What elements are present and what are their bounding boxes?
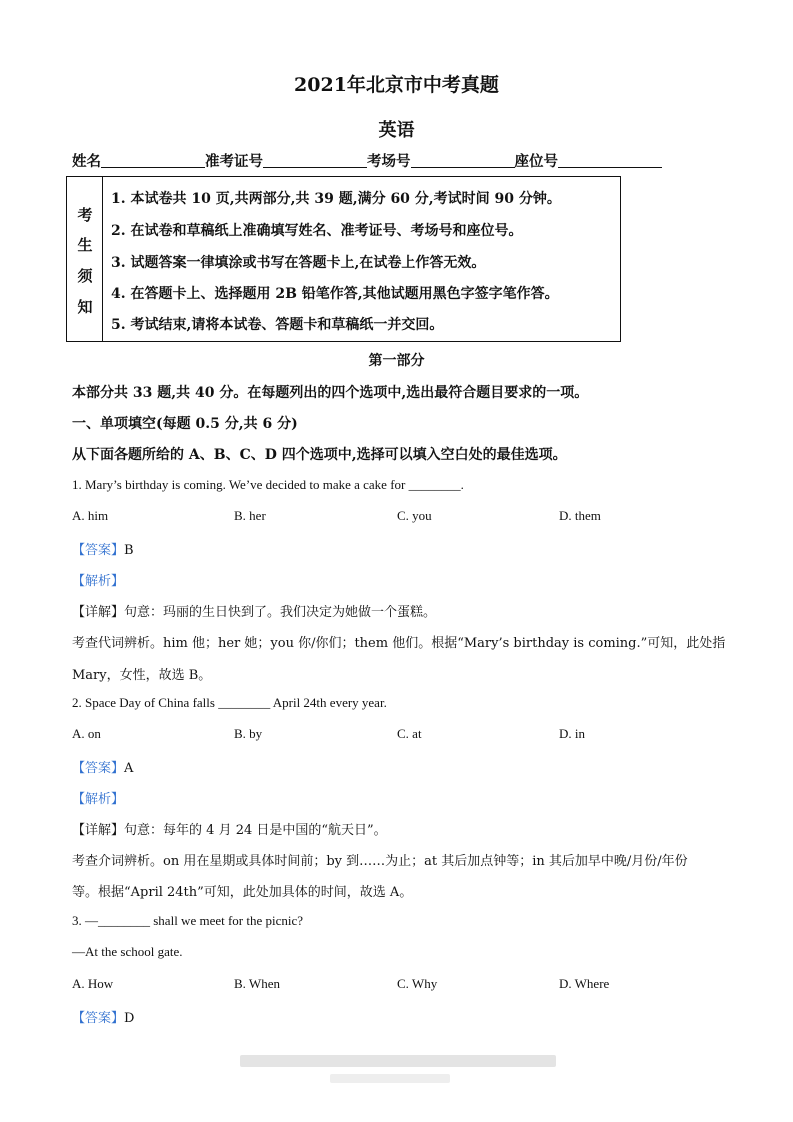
analysis-line: 【解析】 [72, 574, 125, 589]
option-a: A. How [72, 976, 114, 991]
option-d: D. Where [559, 976, 610, 991]
question-response: —At the school gate. [72, 944, 183, 959]
notice-item: 3. 试题答案一律填涂或书写在答题卡上,在试卷上作答无效。 [111, 255, 486, 271]
answer-value: A [124, 761, 134, 776]
exam-id-field-label: 准考证号 [205, 153, 263, 170]
detail-text: Mary，女性，故选 B。 [72, 668, 212, 683]
answer-tag: 答案 [85, 761, 112, 776]
notice-label [67, 177, 103, 341]
detail-text: 句意：每年的 4 月 24 日是中国的“航天日”。 [124, 823, 387, 838]
detail-tag: 详解 [85, 823, 112, 838]
answer-line: 【答案】B [72, 543, 134, 558]
part-title: 第一部分 [368, 353, 425, 369]
notice-item: 2. 在试卷和草稿纸上准确填写姓名、准考证号、考场号和座位号。 [111, 223, 523, 239]
notice-label-char: 须 [77, 267, 93, 285]
option-c: C. Why [397, 976, 438, 991]
section-instruction: 从下面各题所给的 A、B、C、D 四个选项中,选择可以填入空白处的最佳选项。 [72, 447, 567, 463]
detail-text: 考查介词辨析。on 用在星期或具体时间前；by 到……为止；at 其后加点钟等；in 其后加早中晚/月份/年份 [72, 854, 688, 869]
option-b: B. When [234, 976, 280, 991]
question-stem: 3. —________ shall we meet for the picnic? [72, 913, 304, 928]
name-field-blank[interactable] [101, 153, 205, 168]
seat-field-blank[interactable] [558, 153, 662, 168]
seat-field-label: 座位号 [514, 153, 558, 170]
answer-tag: 答案 [85, 543, 112, 558]
candidate-info-line [72, 150, 662, 171]
option-b: B. her [234, 508, 266, 523]
name-field-label: 姓名 [72, 153, 101, 170]
notice-label-char: 考 [77, 206, 93, 224]
notice-label-char: 知 [77, 298, 93, 316]
answer-line: 【答案】A [72, 761, 134, 776]
room-field-label: 考场号 [367, 153, 411, 170]
answer-line: 【答案】D [72, 1011, 135, 1026]
option-a: A. on [72, 726, 101, 741]
question-stem: 1. Mary’s birthday is coming. We’ve decided to make a cake for ________. [72, 477, 464, 492]
answer-value: D [124, 1011, 135, 1026]
detail-text: 考查代词辨析。him 他；her 她；you 你/你们；them 他们。根据“Mary’s birthday is coming.”可知，此处指 [72, 636, 726, 651]
notice-item: 5. 考试结束,请将本试卷、答题卡和草稿纸一并交回。 [111, 317, 444, 333]
option-b: B. by [234, 726, 263, 741]
notice-item: 1. 本试卷共 10 页,共两部分,共 39 题,满分 60 分,考试时间 90 分钟。 [111, 191, 561, 207]
notice-item: 4. 在答题卡上、选择题用 2B 铅笔作答,其他试题用黑色字签字笔作答。 [111, 286, 559, 302]
detail-tag: 详解 [85, 605, 112, 620]
candidate-notice-box [66, 176, 621, 342]
page-title: 2021年北京市中考真题 [294, 74, 499, 96]
analysis-tag: 解析 [85, 574, 112, 589]
answer-value: B [124, 543, 134, 558]
detail-text: 句意：玛丽的生日快到了。我们决定为她做一个蛋糕。 [124, 605, 437, 620]
question-stem: 2. Space Day of China falls ________ April 24th every year. [72, 695, 387, 710]
detail-text: 等。根据“April 24th”可知，此处加具体的时间，故选 A。 [72, 885, 413, 900]
option-a: A. him [72, 508, 109, 523]
option-d: D. them [559, 508, 601, 523]
part-intro: 本部分共 33 题,共 40 分。在每题列出的四个选项中,选出最符合题目要求的一项。 [72, 385, 589, 401]
footer-watermark-sub [330, 1074, 450, 1083]
analysis-line: 【解析】 [72, 792, 125, 807]
notice-label-char: 生 [77, 236, 93, 254]
footer-watermark [240, 1055, 556, 1067]
option-c: C. at [397, 726, 422, 741]
room-field-blank[interactable] [411, 153, 515, 168]
detail-line: 【详解】句意：每年的 4 月 24 日是中国的“航天日”。 [72, 823, 387, 838]
detail-line: 【详解】句意：玛丽的生日快到了。我们决定为她做一个蛋糕。 [72, 605, 437, 620]
option-c: C. you [397, 508, 432, 523]
option-d: D. in [559, 726, 585, 741]
section-title: 一、单项填空(每题 0.5 分,共 6 分) [72, 416, 298, 432]
analysis-tag: 解析 [85, 792, 112, 807]
subject-title: 英语 [378, 120, 415, 141]
answer-tag: 答案 [85, 1011, 112, 1026]
exam-id-field-blank[interactable] [263, 153, 367, 168]
